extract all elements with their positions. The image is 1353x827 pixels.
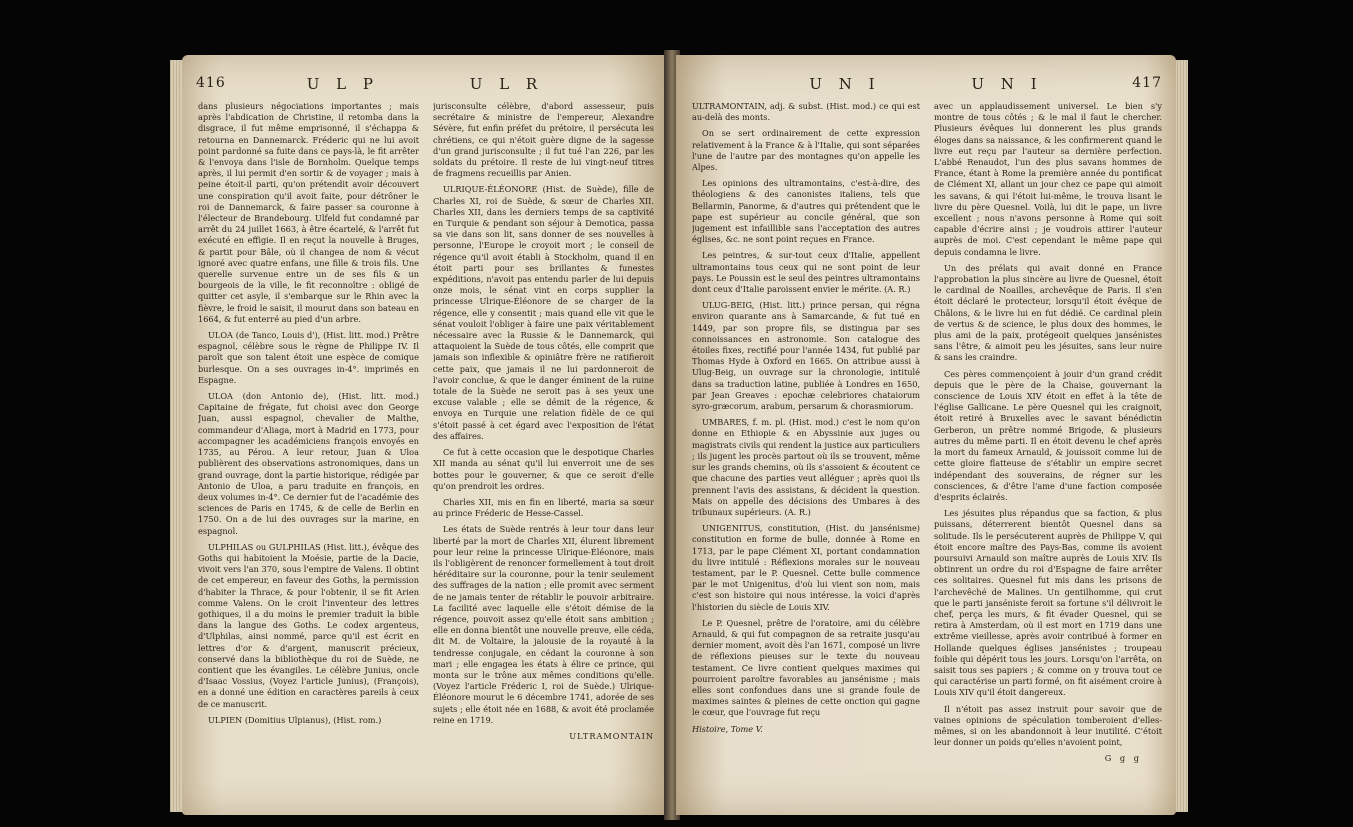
running-head: U N I (971, 75, 1043, 93)
entry-paragraph: Un des prélats qui avait donné en France l'approbation la plus sincère au livre de Quesnel, étoit le cardinal de Noailles, archevêque de Paris. Il s'en étoit déclaré le protecteur, lorsqu'il étoit évêque de Châlons, & le livre lui en fut dédié. Ce cardinal plein de vertus & de science, le plus doux des hommes, le plus ami de la paix, protégeoit quelques jansénistes sans l'être, & aimoit peu les jésuites, sans leur nuire & sans les craindre. (934, 262, 1162, 363)
entry-paragraph: On se sert ordinairement de cette expression relativement à la France & à l'Italie, qui sont séparées l'une de l'autre par des montagnes qu'on appelle les Alpes. (692, 128, 920, 173)
entry-paragraph: Les jésuites plus répandus que sa faction, & plus puissans, déterrerent bientôt Quesnel dans sa solitude. Ils le persécuterent auprès de Philippe V, qui étoit encore maître des Pays-Bas, comme ils avoient poursuivi Arnauld son maître auprès de Louis XIV. Ils obtinrent un ordre du roi d'Espagne de faire arrêter ces solitaires. Quesnel fut mis dans les prisons de l'archevêché de Malines. Un gentilhomme, qui crut que le parti janséniste feroit sa fortune s'il délivroit le chef, perça les murs, & fit évader Quesnel, qui se retira à Amsterdam, où il est mort en 1719 dans une extrême vieillesse, après avoir contribué à former en Hollande quelques églises jansénistes ; troupeau foible qui dépérit tous les jours. Lorsqu'on l'arrêta, on saisit tous ses papiers ; & comme on y trouva tout ce qui caractérise un parti formé, on fit aisément croire à Louis XIV qu'il étoit dangereux. (934, 508, 1162, 698)
entry-paragraph: jurisconsulte célèbre, d'abord assesseur, puis secrétaire & ministre de l'empereur, Alexandre Sévère, fut enfin préfet du prétoire, il persécuta les chrétiens, ce qui n'étoit guère digne de la sagesse d'un grand jurisconsulte ; il fut tué l'an 226, par les soldats du prétoire. Il reste de lui vingt-neuf titres de fragmens recueillis par Anien. (433, 101, 654, 179)
left-column-1 (198, 101, 419, 805)
right-page (676, 55, 1176, 815)
entry-paragraph: ULOA (de Tanco, Louis d'), (Hist. litt. mod.) Prêtre espagnol, célèbre sous le règne de Philippe IV. Il paroît que son talent étoit une espèce de comique burlesque. On a ses ouvrages in-4°. imprimés en Espagne. (198, 330, 419, 385)
left-column-2 (433, 101, 654, 805)
right-page-header (690, 75, 1162, 97)
signature-mark: G g g (1104, 753, 1142, 764)
entry-paragraph: Ces pères commençoient à jouir d'un grand crédit depuis que le père de la Chaise, gouvernant la conscience de Louis XIV étoit en effet à la tête de l'église Gallicane. Le père Quesnel qui les craignoit, étoit retiré à Bruxelles avec le savant bénédictin Gerberon, un prêtre nommé Brigode, & plusieurs autres du même parti. Il en étoit devenu le chef après la mort du fameux Arnauld, & jouissoit comme lui de cette gloire flatteuse de s'établir un empire secret indépendant des souverains, de régner sur les consciences, & d'être l'ame d'une faction composée d'esprits éclairés. (934, 368, 1162, 502)
entry-paragraph: UMBARES, f. m. pl. (Hist. mod.) c'est le nom qu'on donne en Ethiopie & en Abyssinie aux juges ou magistrats civils qui rendent la justice aux particuliers ; ils jugent les procès partout où ils se trouvent, même sur les grands chemins, où ils s'assoient & écoutent ce que chacune des parties veut alléguer ; après quoi ils prennent l'avis des assistans, & décident la question. Mais on appelle des décisions des Umbares à des tribunaux supérieurs. (A. R.) (692, 417, 920, 517)
page-number: 416 (196, 75, 226, 91)
entry-paragraph: Les opinions des ultramontains, c'est-à-dire, des théologiens & des canonistes italiens, tels que Bellarmin, Panorme, & d'autres qui prétendent que le pape est supérieur au concile général, que son jugement est infaillible sans l'acceptation des autres églises, &c. ne sont point reçues en France. (692, 178, 920, 245)
running-head: U N I (809, 75, 881, 93)
entry-paragraph: avec un applaudissement universel. Le bien s'y montre de tous côtés ; & le mal il faut le chercher. Plusieurs évêques lui donnerent les plus grands éloges dans sa naissance, & les confirmerent quand le livre eut reçu par l'auteur sa dernière perfection. L'abbé Renaudot, l'un des plus savans hommes de France, étant à Rome la première année du pontificat de Clément XI, allant un jour chez ce pape qui aimoit les savans, & qui l'étoit lui-même, le trouva lisant le livre du père Quesnel. Voilà, lui dit le pape, un livre excellent ; nous n'avons personne à Rome qui soit capable d'écrire ainsi ; je voudrois attirer l'auteur auprès de moi. C'est cependant le même pape qui depuis condamna le livre. (934, 101, 1162, 257)
entry-paragraph: ULUG-BEIG, (Hist. litt.) prince persan, qui régna environ quarante ans à Samarcande, & fut tué en 1449, par son propre fils, se distingua par ses connoissances en astronomie. Son catalogue des étoiles fixes, rectifié pour l'année 1434, fut publié par Thomas Hyde à Oxford en 1665. On attribue aussi à Ulug-Beig, un ouvrage sur la chronologie, intitulé dans sa traduction latine, publiée à Londres en 1650, par Jean Greaves : epochæ celebriores chataiorum syro-græcorum, arabum, persarum & chorasmiorum. (692, 300, 920, 412)
entry-paragraph: Charles XII, mis en fin en liberté, maria sa sœur au prince Fréderic de Hesse-Cassel. (433, 496, 654, 519)
right-column-2 (934, 101, 1162, 805)
entry-paragraph: dans plusieurs négociations importantes ; mais après l'abdication de Christine, il retomba dans la disgrace, il fut même emprisonné, il s'échappa & retourna en Dannemarck. Fréderic qui ne lui avoit point pardonné sa fuite dans ce pays-là, le fit arrêter & l'envoya dans l'isle de Bornholm. Quelque temps après, il lui permit d'en sortir & de voyager ; mais à peine étoit-il parti, qu'on prétendit avoir découvert une conspiration qu'il avoit faite, pour détrôner le roi de Dannemarck, & faire passer sa couronne à l'électeur de Brandebourg. Ulfeld fut condamné par arrêt du 24 juillet 1663, à être écartelé, & l'arrêt fut exécuté en effigie. Il en reçut la nouvelle à Bruges, & partit pour Bâle, où il changea de nom & vécut ignoré avec quatre enfans, une fille & trois fils. Une querelle survenue entre un de ses fils & un bourgeois de la ville, le fit reconnoître : obligé de quitter cet asyle, il s'embarque sur le Rhin avec la fièvre, le froid le saisit, il mourut dans son bateau en 1664, & fut enterré au pied d'un arbre. (198, 101, 419, 324)
running-head: U L R (469, 75, 544, 93)
entry-paragraph: UNIGENITUS, constitution, (Hist. du jansénisme) constitution en forme de bulle, donnée à Rome en 1713, par le pape Clément XI, portant condamnation du livre intitulé : Réflexions morales sur le nouveau testament, par le P. Quesnel. Cette bulle commence par le mot Unigenitus, d'où lui vient son nom, mais c'est son histoire qui nous intéresse. la voici d'après l'historien du siècle de Louis XIV. (692, 523, 920, 612)
entry-paragraph: Le P. Quesnel, prêtre de l'oratoire, ami du célèbre Arnauld, & qui fut compagnon de sa retraite jusqu'au dernier moment, avoit dès l'an 1671, composé un livre de réflexions pieuses sur le texte du nouveau testament. Ce livre contient quelques maximes qui pourroient paroître favorables au jansénisme ; mais elles sont confondues dans une si grande foule de maximes saintes & pleines de cette onction qui gagne le cœur, que l'ouvrage fut reçu (692, 617, 920, 718)
left-page-header (196, 75, 654, 97)
entry-paragraph: Les états de Suède rentrés à leur tour dans leur liberté par la mort de Charles XII, élurent librement pour leur reine la princesse Ulrique-Éléonore, mais ils l'obligèrent de renoncer formellement à tout droit héréditaire sur la couronne, pour la tenir seulement des suffrages de la nation ; elle promit avec serment de ne jamais tenter de rétablir le pouvoir arbitraire. La facilité avec laquelle elle s'étoit démise de la régence, pouvoit assez qu'elle étoit sans ambition ; elle en donna bientôt une nouvelle preuve, elle céda, dit M. de Voltaire, la jalousie de la royauté à la tendresse conjugale, en cédant la couronne à son mari ; elle engagea les états à élire ce prince, qui monta sur le trône aux mêmes conditions qu'elle. (Voyez l'article Fréderic I, roi de Suède.) Ulrique-Éléonore mourut le 6 décembre 1741, adorée de ses sujets ; elle étoit née en 1688, & avoit été proclamée reine en 1719. (433, 524, 654, 725)
entry-paragraph: ULPIEN (Domitius Ulpianus), (Hist. rom.) (208, 714, 382, 725)
entry-paragraph: ULTRAMONTAIN, adj. & subst. (Hist. mod.) ce qui est au-delà des monts. (692, 101, 920, 123)
left-page (182, 55, 668, 815)
right-column-1 (692, 101, 920, 805)
entry-paragraph: Ce fut à cette occasion que le despotique Charles XII manda au sénat qu'il lui enverroit une de ses bottes pour le gouverner, & que ce seroit d'elle qu'on prendroit les ordres. (433, 447, 654, 491)
entry-paragraph: Il n'étoit pas assez instruit pour savoir que de vaines opinions de spéculation tomberoient d'elles-mêmes, si on les abandonnoit à leur inutilité. C'étoit leur donner un poids qu'elles n'avoient point, (934, 703, 1162, 748)
entry-paragraph: ULPHILAS ou GULPHILAS (Hist. litt.), évêque des Goths qui habitoient la Moésie, partie de la Dacie, vivoit vers l'an 370, sous l'empire de Valens. Il obtint de cet empereur, en faveur des Goths, la permission d'habiter la Thrace, & pour l'obtenir, il se fit Arien comme Valens. On le croit l'inventeur des lettres gothiques, il a du moins le premier traduit la bible dans la langue des Goths. Le codex argenteus, d'Ulphilas, ainsi nommé, parce qu'il est écrit en lettres d'or & d'argent, manuscrit précieux, conservé dans la bibliothèque du roi de Suède, ne contient que les évangiles. Le célèbre Junius, oncle d'Isaac Vossius, (Voyez l'article Junius), (François), en a donné une édition en caractères pareils à ceux de ce manuscrit. (198, 541, 419, 709)
entry-paragraph: Les peintres, & sur-tout ceux d'Italie, appellent ultramontains tous ceux qui ne sont point de leur pays. Le Poussin est le seul des peintres ultramontains dont ceux d'Italie paroissent envier le mérite. (A. R.) (692, 250, 920, 295)
running-head: U L P (306, 75, 379, 93)
catchword: ULTRAMONTAIN (569, 730, 654, 741)
entry-paragraph: ULOA (don Antonio de), (Hist. litt. mod.) Capitaine de frégate, fut choisi avec don George Juan, aussi espagnol, chevalier de Malthe, commandeur d'Aliaga, mort à Madrid en 1773, pour accompagner les académiciens françois envoyés en 1735, au Pérou. A leur retour, Juan & Uloa publièrent des observations astronomiques, dans un grand ouvrage, dont la partie historique, rédigée par Antonio de Uloa, a paru traduite en françois, en deux volumes in-4°. Ce dernier fut de l'académie des sciences de Paris en 1745, & de celle de Berlin en 1750. On a de lui des ouvrages sur la marine, en espagnol. (198, 391, 419, 536)
entry-paragraph: ULRIQUE-ÉLÉONORE (Hist. de Suède), fille de Charles XI, roi de Suède, & sœur de Charles XII. Charles XII, dans les derniers temps de sa captivité en Turquie & pendant son séjour à Demotica, passa sa vie dans son lit, sans donner de ses nouvelles à personne, l'Europe le croyoit mort ; le conseil de régence qu'il avoit établi à Stockholm, quand il en étoit parti pour ses brillantes & funestes expéditions, n'avoit pas entendu parler de lui depuis onze mois, le sénat vint en corps supplier la princesse Ulrique-Éléonore de se charger de la régence, elle y consentit ; mais quand elle vit que le sénat vouloit l'obliger à faire une paix véritablement nécessaire avec la Russie & le Dannemarck, qui attaquoient la Suède de tous côtés, elle comprit que jamais son inflexible & opiniâtre frère ne ratifieroit cette paix, que jamais il ne lui pardonneroit de l'avoir conclue, & que le danger éminent de la ruine totale de la Suède ne seroit pas à ses yeux une excuse valable ; elle se démit de la régence, & envoya en Turquie une relation fidèle de ce qui s'étoit passé à cet égard avec l'exposition de l'état des affaires. (433, 184, 654, 441)
volume-footer: Histoire, Tome V. (692, 723, 763, 734)
page-number: 417 (1132, 75, 1162, 91)
right-page-edge (1174, 60, 1188, 812)
